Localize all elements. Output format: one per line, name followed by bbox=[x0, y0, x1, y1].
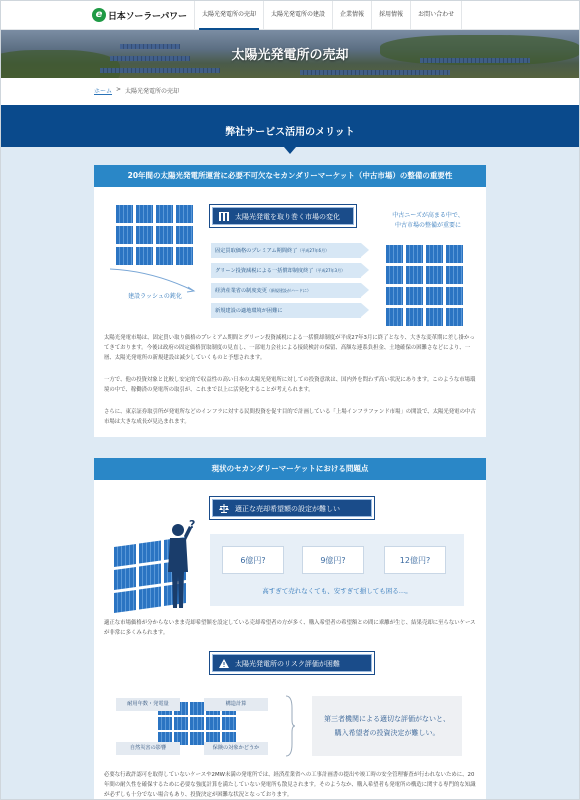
nav-item-company[interactable]: 企業情報 bbox=[332, 0, 371, 30]
hero-title: 太陽光発電所の売却 bbox=[231, 48, 349, 63]
breadcrumb-home-link[interactable]: ホーム bbox=[94, 88, 113, 95]
hero-banner bbox=[0, 30, 580, 78]
market-paragraph: 一方で、他の投資対象と比較し安定的で収益性の高い日本の太陽光発電所に対しての投資意欲は、国内外を問わず高い状況にあります。このような市場環境の中で、稼働済の発電所の取引が、これまで以上に活発化することが考えられます。 bbox=[104, 377, 476, 393]
third-party-line: 第三者機関による適切な評価がないと、 bbox=[324, 715, 450, 723]
solar-panel bbox=[136, 205, 153, 223]
solar-panel bbox=[446, 308, 463, 326]
solar-panel bbox=[426, 287, 443, 305]
solar-panel bbox=[174, 717, 188, 730]
problem-card bbox=[94, 458, 486, 800]
solar-panel bbox=[190, 732, 204, 745]
change-note: （平成27年3月） bbox=[313, 268, 346, 273]
solar-panel bbox=[114, 590, 136, 613]
used-needs-line: 中古ニーズが高まる中で、 bbox=[392, 212, 464, 219]
solar-panel bbox=[136, 226, 153, 244]
confused-person-icon bbox=[162, 520, 196, 610]
brace-icon bbox=[284, 694, 296, 758]
issue1-label bbox=[212, 499, 372, 517]
issue2-text: 太陽光発電所のリスク評価が困難 bbox=[235, 660, 340, 668]
solar-panel bbox=[116, 226, 133, 244]
construction-rush-label: 建設ラッシュの鈍化 bbox=[128, 293, 182, 300]
building-icon bbox=[219, 212, 229, 221]
market-change-item bbox=[211, 283, 361, 298]
breadcrumb-current: 太陽光発電所の売却 bbox=[125, 88, 180, 95]
risk-tag: 自然災害の影響 bbox=[116, 742, 180, 755]
issue2-label bbox=[212, 654, 372, 672]
question-mark-icon: ? bbox=[189, 518, 196, 531]
price-option: 12億円? bbox=[384, 546, 446, 574]
breadcrumb-separator: > bbox=[116, 86, 122, 93]
solar-panel bbox=[139, 540, 161, 563]
nav-item-sell[interactable]: 太陽光発電所の売却 bbox=[194, 0, 263, 30]
solar-panel bbox=[386, 287, 403, 305]
issue1-text: 適正な売却希望額の設定が難しい bbox=[235, 505, 340, 513]
solar-panel bbox=[190, 717, 204, 730]
solar-panels-right bbox=[386, 245, 463, 326]
solar-panel bbox=[158, 717, 172, 730]
solar-panel bbox=[176, 226, 193, 244]
solar-panel bbox=[406, 308, 423, 326]
solar-panel bbox=[386, 308, 403, 326]
change-text: 新規建設の適地環境が困難に bbox=[215, 308, 283, 314]
solar-panel bbox=[446, 266, 463, 284]
global-nav bbox=[194, 0, 462, 30]
solar-panel bbox=[116, 247, 133, 265]
solar-panel bbox=[446, 287, 463, 305]
breadcrumb bbox=[94, 86, 179, 95]
hero-solar-field bbox=[300, 70, 450, 75]
market-change-item bbox=[211, 263, 361, 278]
change-text: 固定買取価格のプレミアム期間終了 bbox=[215, 248, 298, 254]
change-text: 経済産業省の制度変更 bbox=[215, 288, 267, 294]
warning-icon bbox=[219, 659, 229, 668]
solar-panel bbox=[426, 245, 443, 263]
merit-card-market bbox=[94, 165, 486, 437]
market-change-item bbox=[211, 243, 361, 258]
price-caption: 高すぎて売れなくても、安すぎて損しても困る…。 bbox=[262, 587, 412, 595]
solar-panel bbox=[114, 567, 136, 590]
solar-panel bbox=[176, 247, 193, 265]
card-heading: 現状のセカンダリーマーケットにおける問題点 bbox=[94, 458, 486, 480]
solar-panel bbox=[139, 586, 161, 609]
hero-solar-field bbox=[100, 68, 220, 73]
change-note: （新規建設がハードに） bbox=[266, 288, 311, 293]
price-option: 9億円? bbox=[302, 546, 364, 574]
solar-panel bbox=[176, 205, 193, 223]
price-option: 6億円? bbox=[222, 546, 284, 574]
solar-panel bbox=[446, 245, 463, 263]
nav-item-contact[interactable]: お問い合わせ bbox=[410, 0, 462, 30]
scale-icon bbox=[219, 504, 229, 513]
risk-tag: 構造計算 bbox=[204, 698, 268, 711]
solar-panel bbox=[406, 287, 423, 305]
solar-panel bbox=[139, 563, 161, 586]
market-paragraph: さらに、東京証券取引所が発電所などのインフラに対する民間投資を促す目的で計画している「上場インフラファンド市場」の開設で、太陽光発電の中古市場は大きな成長が見込まれます。 bbox=[104, 409, 476, 425]
solar-panel bbox=[156, 205, 173, 223]
solar-panels-left bbox=[116, 205, 193, 265]
site-logo[interactable] bbox=[92, 8, 187, 22]
declining-arrow-icon bbox=[108, 265, 198, 295]
risk-tag: 保険の対象かどうか bbox=[204, 742, 268, 755]
solar-panel bbox=[114, 544, 136, 567]
change-note: （平成27年6月） bbox=[297, 248, 330, 253]
card-heading: 20年間の太陽光発電所運営に必要不可欠なセカンダリーマーケット（中古市場）の整備の重要性 bbox=[94, 165, 486, 187]
solar-panel bbox=[156, 226, 173, 244]
solar-panel bbox=[136, 247, 153, 265]
nav-item-recruit[interactable]: 採用情報 bbox=[371, 0, 410, 30]
solar-panel bbox=[156, 247, 173, 265]
logo-mark-icon: e bbox=[92, 8, 106, 22]
solar-panel bbox=[190, 702, 204, 715]
risk-tag: 耐用年数・発電量 bbox=[116, 698, 180, 711]
solar-panel bbox=[406, 245, 423, 263]
section-title: 弊社サービス活用のメリット bbox=[225, 127, 355, 138]
nav-item-build[interactable]: 太陽光発電所の建設 bbox=[263, 0, 332, 30]
issue2-paragraph: 必要な行政許認可を取得していないケースや2MW未満の発電所では、経済産業省への工事計画書の提出や竣工時の安全管理審査が行われないために、20年間の耐久性を確保するために必要な強度計算を満たしていない発電所も散見されます。そのようなか、購入希望者も発電所の構造に関する専門的な知識が必ずしも十分でない場合もあり、投資決定が困難な状況となっております。 bbox=[104, 772, 476, 798]
third-party-box bbox=[312, 696, 462, 756]
site-header bbox=[0, 0, 580, 30]
third-party-line: 購入希望者の投資決定が難しい。 bbox=[334, 729, 440, 737]
used-needs-line: 中古市場の整備が重要に bbox=[394, 222, 461, 229]
solar-panel bbox=[406, 266, 423, 284]
solar-panel bbox=[386, 266, 403, 284]
market-change-label bbox=[212, 207, 354, 225]
issue1-paragraph: 適正な市場価格が分からないまま売却希望額を設定している売却希望者の方が多く、購入希望者の希望額との間に乖離が生じ、結果売却に至らないケースが非常に多くみられます。 bbox=[104, 620, 476, 636]
market-change-item bbox=[211, 303, 361, 318]
section-notch bbox=[284, 147, 296, 154]
solar-panel bbox=[116, 205, 133, 223]
solar-panel bbox=[206, 717, 220, 730]
market-paragraph: 太陽光発電市場は、固定買い取り価格のプレミアム期間とグリーン投資減税による一括償却制度が平成27年3月に終了となり、大きな変革期に差し掛かってきております。今後は政府の固定価格買取制度の見直し、一部電力会社による接続検討の保留、高額な連系負担金、土地確保の困難さなどにより、一層、太陽光発電所の新規建設は減少していくものと予想されます。 bbox=[104, 335, 475, 361]
solar-panel bbox=[426, 266, 443, 284]
used-needs-text bbox=[378, 211, 478, 231]
change-text: グリーン投資減税による一括償却制度終了 bbox=[215, 268, 314, 274]
solar-panel bbox=[426, 308, 443, 326]
solar-panel bbox=[386, 245, 403, 263]
market-change-text: 太陽光発電を取り巻く市場の変化 bbox=[235, 213, 340, 221]
solar-panel bbox=[222, 717, 236, 730]
logo-text: 日本ソーラーパワー bbox=[108, 11, 187, 22]
